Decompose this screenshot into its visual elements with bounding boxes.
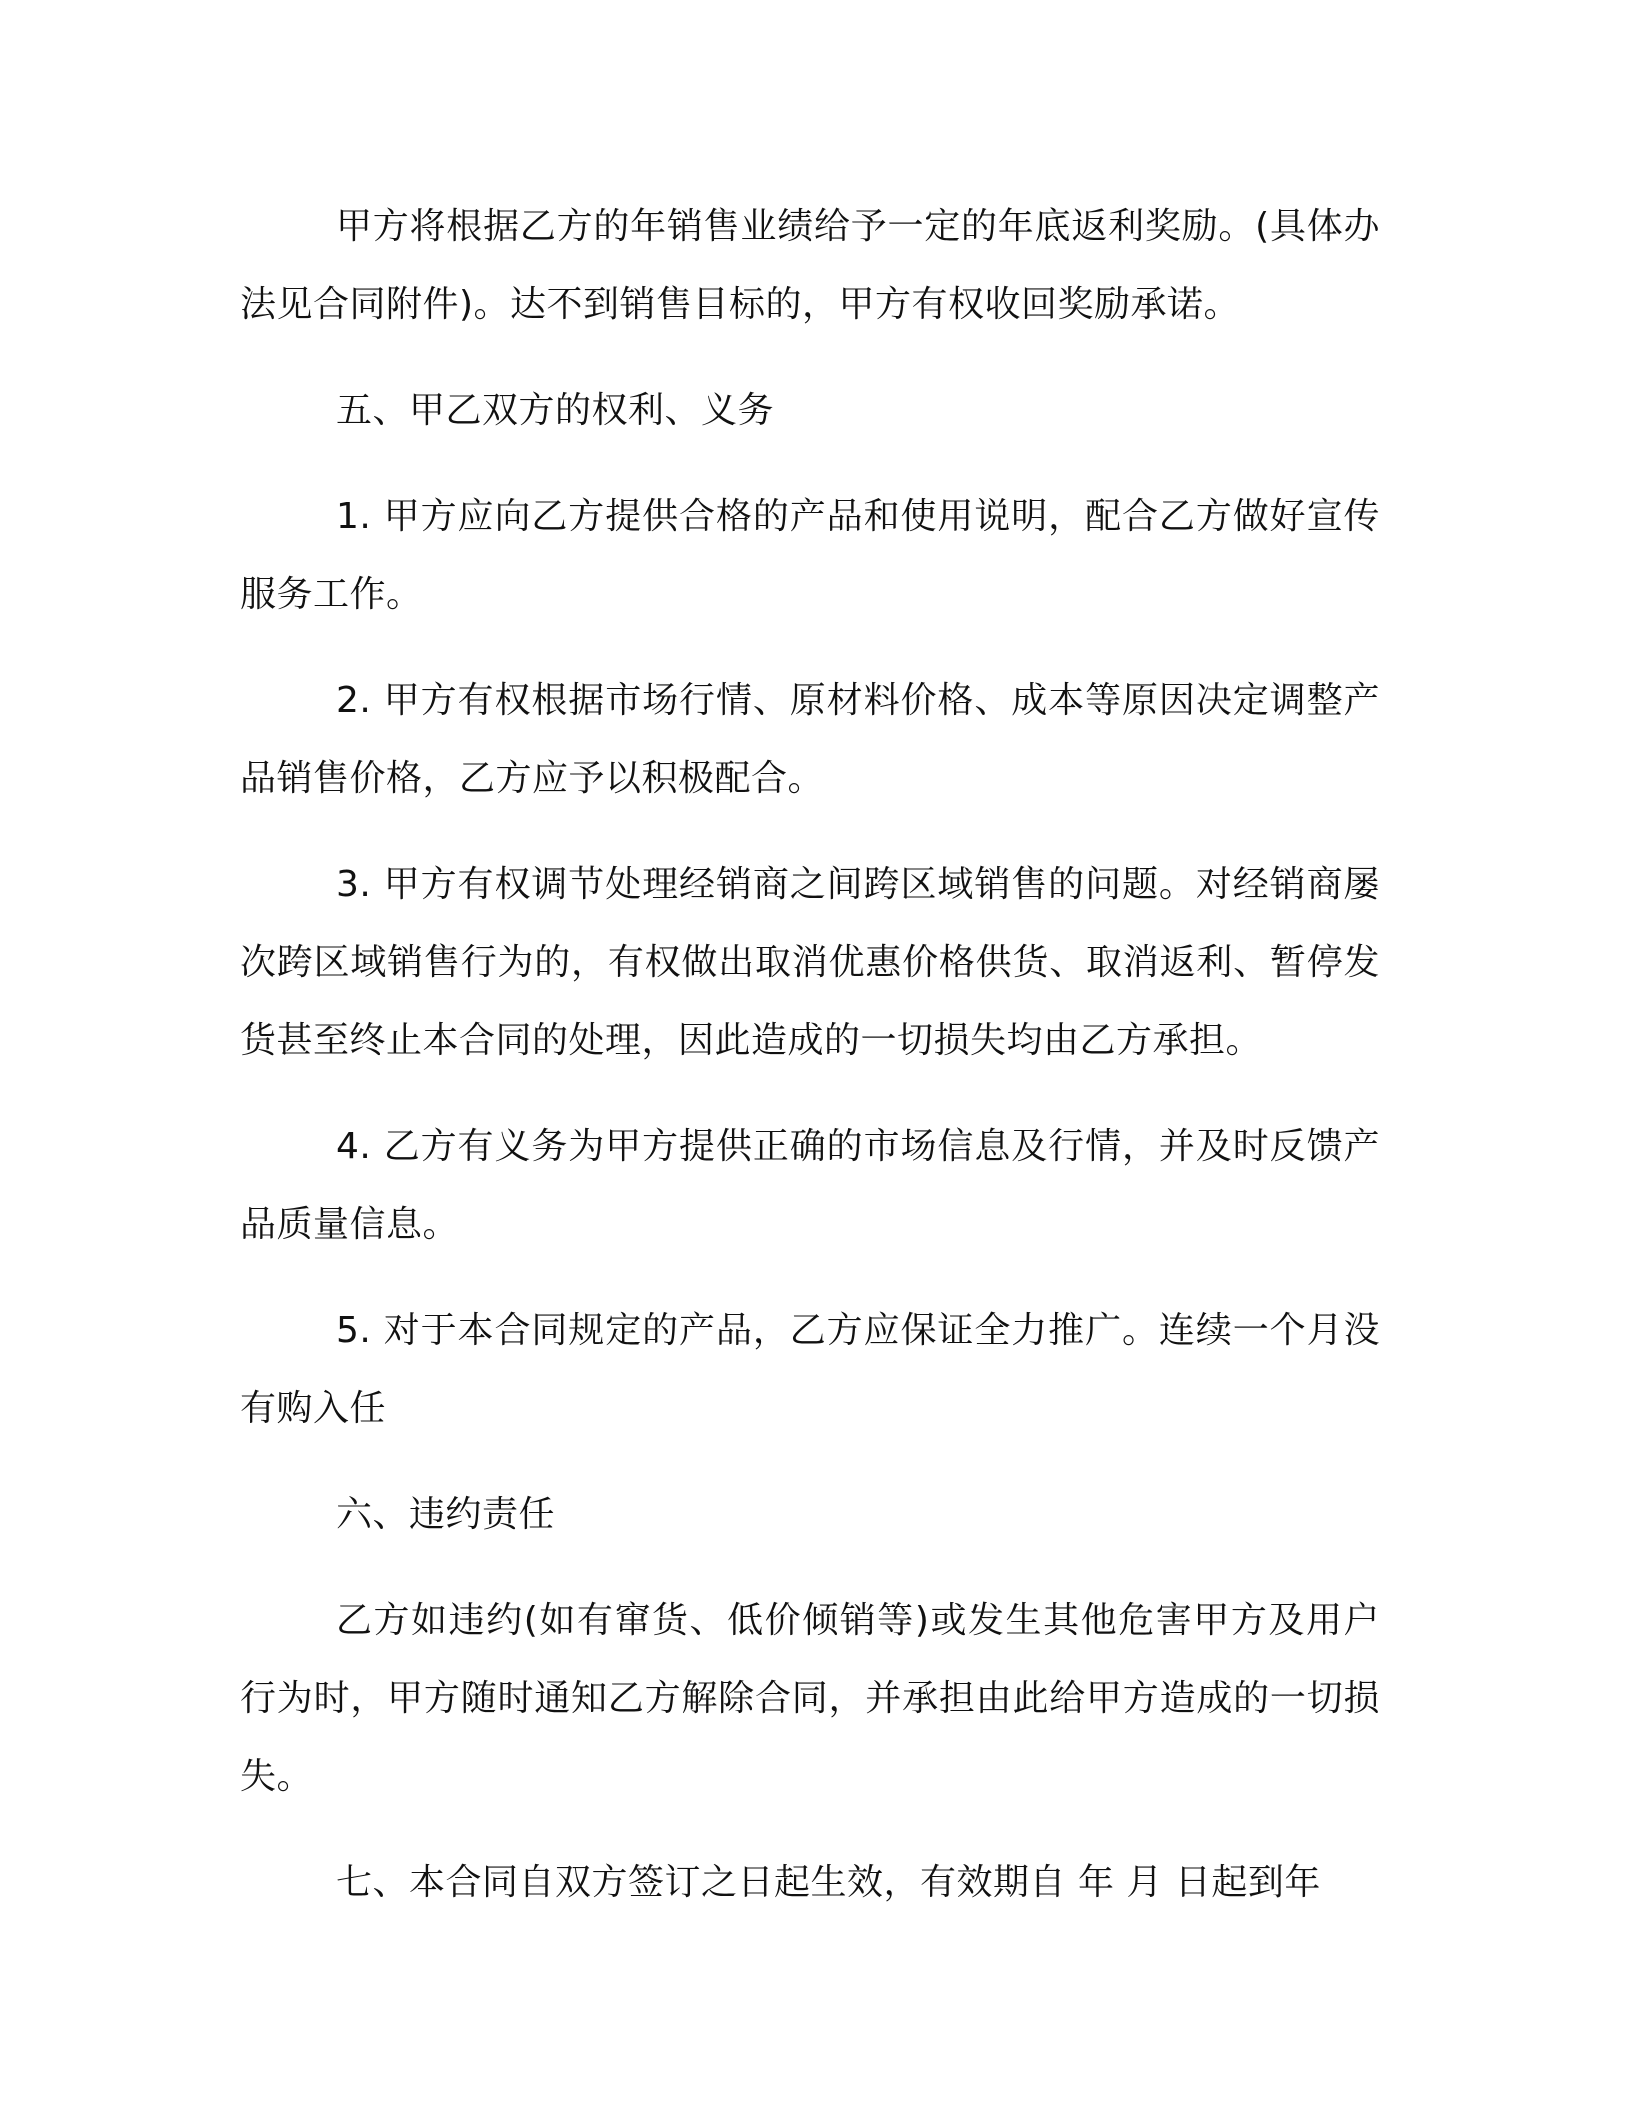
section-heading-rights-obligations: 五、甲乙双方的权利、义务 <box>336 390 775 431</box>
clause-3-cross-region-sales: 3. 甲方有权调节处理经销商之间跨区域销售的问题。对经销商屡次跨区域销售行为的，有权做出取消优惠价格供货、取消返利、暂停发货甚至终止本合同的处理，因此造成的一切损失均由乙方承担。 <box>240 864 1380 1061</box>
section-heading-effective-period: 七、本合同自双方签订之日起生效，有效期自 年 月 日起到年 <box>336 1862 1321 1903</box>
clause-2-price-adjustment: 2. 甲方有权根据市场行情、原材料价格、成本等原因决定调整产品销售价格，乙方应予以积极配合。 <box>240 680 1380 799</box>
paragraph-breach-terms: 乙方如违约(如有窜货、低价倾销等)或发生其他危害甲方及用户行为时，甲方随时通知乙方解除合同，并承担由此给甲方造成的一切损失。 <box>240 1600 1380 1797</box>
document-body <box>240 188 1380 1950</box>
section-heading-breach-liability: 六、违约责任 <box>336 1494 556 1535</box>
clause-1-product-supply: 1. 甲方应向乙方提供合格的产品和使用说明，配合乙方做好宣传服务工作。 <box>240 496 1380 615</box>
clause-5-promotion: 5. 对于本合同规定的产品，乙方应保证全力推广。连续一个月没有购入任 <box>240 1310 1380 1429</box>
paragraph-rebate-incentive: 甲方将根据乙方的年销售业绩给予一定的年底返利奖励。(具体办法见合同附件)。达不到销售目标的，甲方有权收回奖励承诺。 <box>240 206 1380 325</box>
clause-4-market-information: 4. 乙方有义务为甲方提供正确的市场信息及行情，并及时反馈产品质量信息。 <box>240 1126 1380 1245</box>
